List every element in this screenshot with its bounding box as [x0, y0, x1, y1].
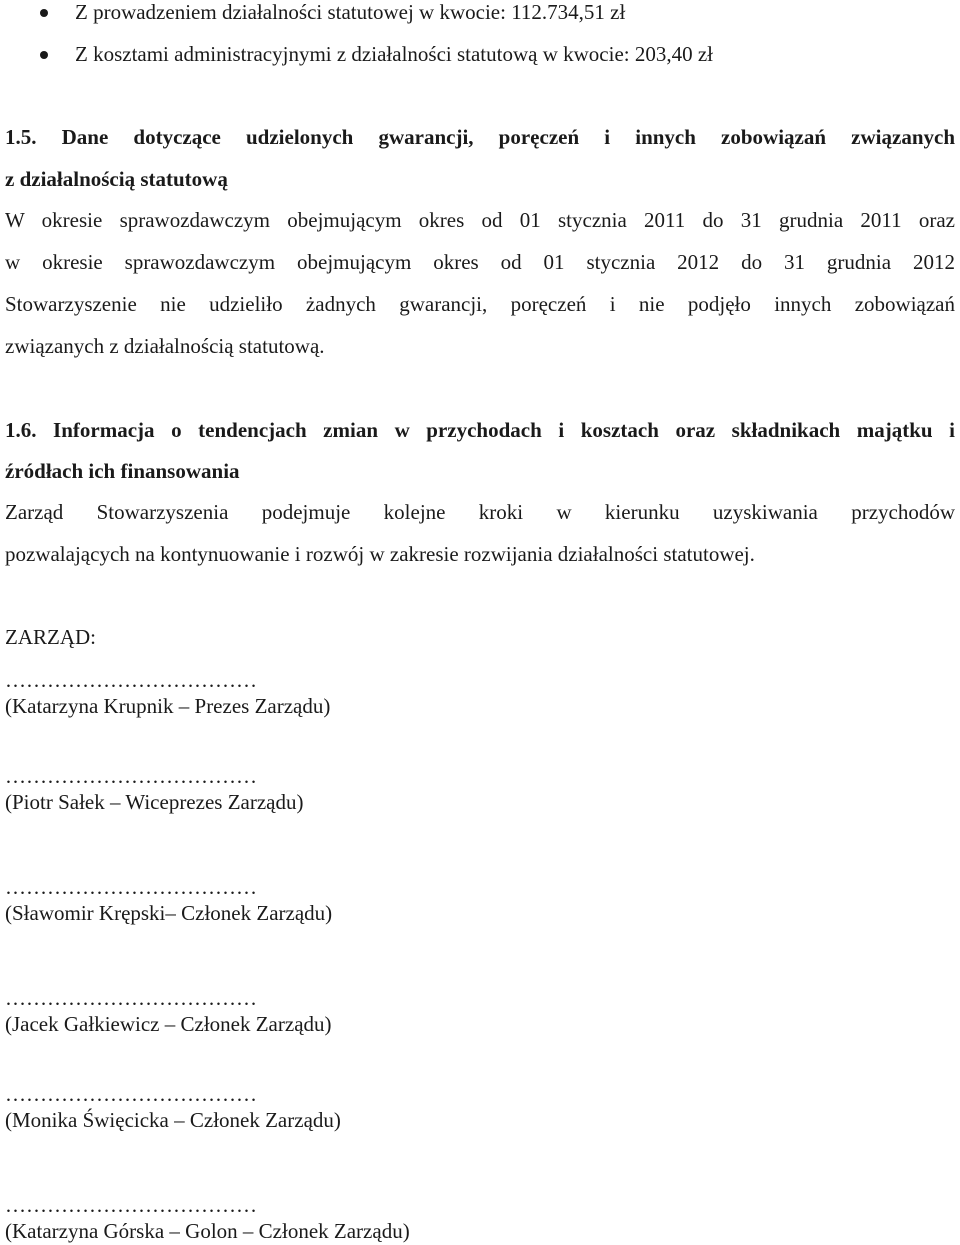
- signatory-name: (Jacek Gałkiewicz – Członek Zarządu): [5, 1012, 332, 1036]
- signatory-name: (Piotr Sałek – Wiceprezes Zarządu): [5, 790, 304, 814]
- section-15-body-line: w okresie sprawozdawczym obejmującym okres od 01 stycznia 2012 do 31 grudnia 2012: [5, 250, 955, 274]
- section-16-body-line: pozwalających na kontynuowanie i rozwój w zakresie rozwijania działalności statutowej.: [5, 542, 755, 566]
- signature-line: ………………………………: [5, 764, 257, 788]
- section-15-heading: 1.5. Dane dotyczące udzielonych gwarancji, poręczeń i innych zobowiązań związanych: [5, 125, 955, 149]
- bullet-item: [0, 0, 960, 28]
- signature-line: ………………………………: [5, 1193, 257, 1217]
- board-label: ZARZĄD:: [5, 625, 96, 649]
- section-15-body-line: związanych z działalnością statutową.: [5, 334, 325, 358]
- signatory-name: (Katarzyna Krupnik – Prezes Zarządu): [5, 694, 331, 718]
- section-15-body-line: Stowarzyszenie nie udzieliło żadnych gwarancji, poręczeń i nie podjęło innych zobowiązań: [5, 292, 955, 316]
- section-15-body-line: W okresie sprawozdawczym obejmującym okres od 01 stycznia 2011 do 31 grudnia 2011 oraz: [5, 208, 955, 232]
- signature-line: ………………………………: [5, 1082, 257, 1106]
- bullet-icon: [40, 9, 48, 17]
- section-15-heading-cont: z działalnością statutową: [5, 167, 228, 191]
- signature-line: ………………………………: [5, 986, 257, 1010]
- signatory-name: (Sławomir Krępski– Członek Zarządu): [5, 901, 333, 925]
- section-16-heading-cont: źródłach ich finansowania: [5, 459, 240, 483]
- bullet-text: Z prowadzeniem działalności statutowej w kwocie: 112.734,51 zł: [75, 0, 626, 24]
- signatory-name: (Monika Święcicka – Członek Zarządu): [5, 1108, 341, 1132]
- bullet-icon: [40, 51, 48, 59]
- signatory-name: (Katarzyna Górska – Golon – Członek Zarządu): [5, 1219, 410, 1243]
- section-16-heading: 1.6. Informacja o tendencjach zmian w przychodach i kosztach oraz składnikach majątku i: [5, 418, 955, 442]
- bullet-text: Z kosztami administracyjnymi z działalności statutową w kwocie: 203,40 zł: [75, 42, 714, 66]
- bullet-item: [0, 42, 960, 70]
- section-16-body-line: Zarząd Stowarzyszenia podejmuje kolejne kroki w kierunku uzyskiwania przychodów: [5, 500, 955, 524]
- signature-line: ………………………………: [5, 668, 257, 692]
- signature-line: ………………………………: [5, 875, 257, 899]
